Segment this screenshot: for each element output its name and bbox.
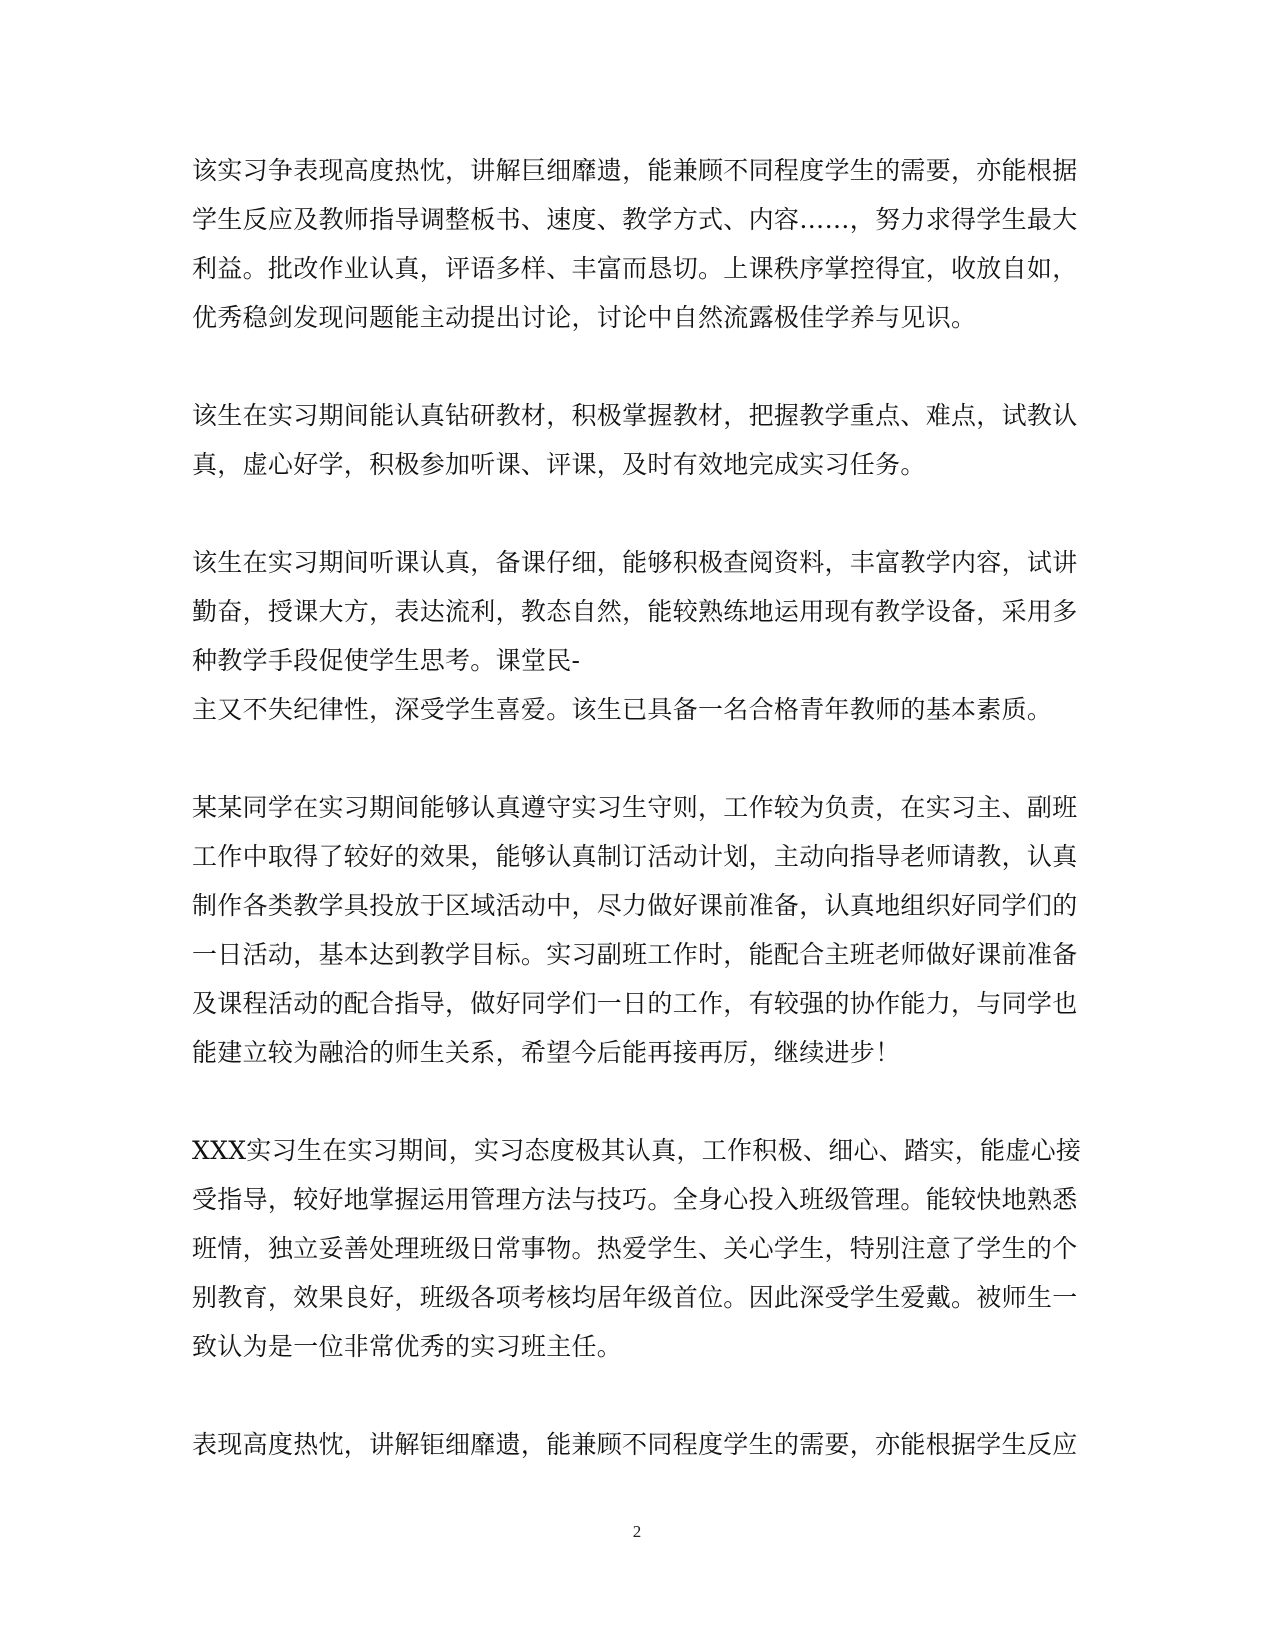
page-number: 2 <box>632 1522 642 1541</box>
paragraph-line: 种教学手段促使学生思考。课堂民- <box>192 646 581 675</box>
paragraph <box>192 391 1078 489</box>
paragraph <box>192 1420 1078 1469</box>
paragraph <box>192 1126 1082 1371</box>
paragraph-line: 某某同学在实习期间能够认真遵守实习生守则，工作较为负责，在实习主、副班 <box>192 793 1078 822</box>
paragraph-line: 工作中取得了较好的效果，能够认真制订活动计划，主动向指导老师请教，认真 <box>192 842 1078 871</box>
paragraph-line: 表现高度热忱，讲解钜细靡遗，能兼顾不同程度学生的需要，亦能根据学生反应 <box>192 1430 1078 1459</box>
paragraph-line: 该生在实习期间能认真钻研教材，积极掌握教材，把握教学重点、难点，试教认 <box>192 401 1078 430</box>
paragraph-line: 主又不失纪律性，深受学生喜爱。该生已具备一名合格青年教师的基本素质。 <box>192 695 1053 724</box>
paragraph-line: 该生在实习期间听课认真，备课仔细，能够积极查阅资料，丰富教学内容，试讲 <box>192 548 1078 577</box>
paragraph-line: 优秀稳剑发现问题能主动提出讨论，讨论中自然流露极佳学养与见识。 <box>192 303 977 332</box>
paragraph-line: 致认为是一位非常优秀的实习班主任。 <box>192 1332 623 1361</box>
paragraph-line: 利益。批改作业认真，评语多样、丰富而恳切。上课秩序掌控得宜，收放自如， <box>192 254 1078 283</box>
paragraph-line: XXX实习生在实习期间，实习态度极其认真，工作积极、细心、踏实，能虚心接 <box>192 1136 1082 1165</box>
paragraph-line: 该实习争表现高度热忱，讲解巨细靡遗，能兼顾不同程度学生的需要，亦能根据 <box>192 156 1078 185</box>
paragraph-line: 别教育，效果良好，班级各项考核均居年级首位。因此深受学生爱戴。被师生一 <box>192 1283 1078 1312</box>
document-body <box>192 146 1082 1518</box>
paragraph <box>192 538 1078 734</box>
paragraph-line: 学生反应及教师指导调整板书、速度、教学方式、内容……，努力求得学生最大 <box>192 205 1078 234</box>
paragraph-line: 班情，独立妥善处理班级日常事物。热爱学生、关心学生，特别注意了学生的个 <box>192 1234 1078 1263</box>
paragraph <box>192 146 1078 342</box>
paragraph-line: 及课程活动的配合指导，做好同学们一日的工作，有较强的协作能力，与同学也 <box>192 989 1078 1018</box>
paragraph <box>192 783 1078 1077</box>
paragraph-line: 受指导，较好地掌握运用管理方法与技巧。全身心投入班级管理。能较快地熟悉 <box>192 1185 1078 1214</box>
paragraph-line: 一日活动，基本达到教学目标。实习副班工作时，能配合主班老师做好课前准备 <box>192 940 1078 969</box>
paragraph-line: 制作各类教学具投放于区域活动中，尽力做好课前准备，认真地组织好同学们的 <box>192 891 1078 920</box>
paragraph-line: 能建立较为融洽的师生关系，希望今后能再接再厉，继续进步！ <box>192 1038 901 1067</box>
paragraph-line: 勤奋，授课大方，表达流利，教态自然，能较熟练地运用现有教学设备，采用多 <box>192 597 1078 626</box>
paragraph-line: 真，虚心好学，积极参加听课、评课，及时有效地完成实习任务。 <box>192 450 926 479</box>
